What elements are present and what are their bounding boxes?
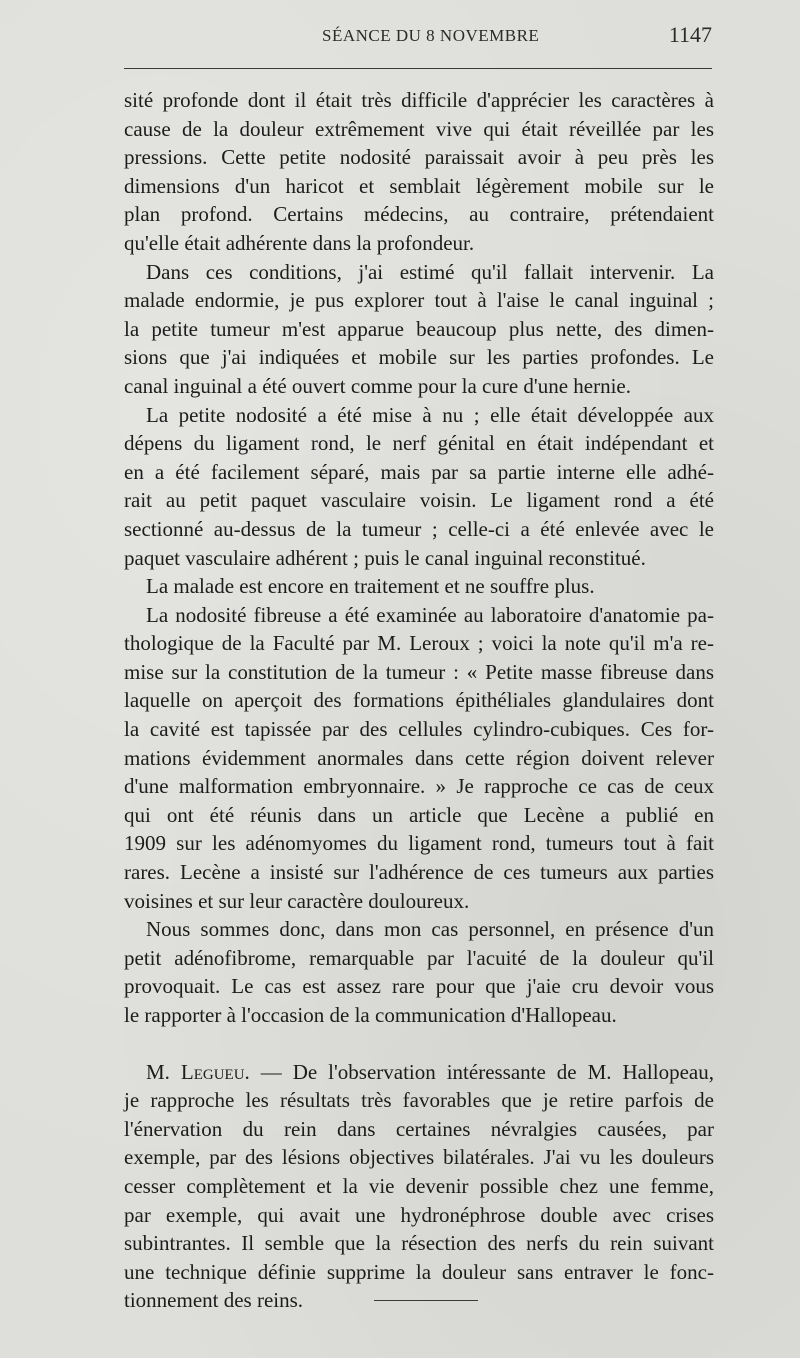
text-line: tionnement des reins. bbox=[124, 1288, 304, 1313]
section-gap bbox=[124, 1030, 714, 1058]
text-line: une technique définie supprime la douleur sans entraver le fonc- bbox=[124, 1259, 714, 1284]
text-line: exemple, par des lésions objectives bilatérales. J'ai vu les douleurs bbox=[124, 1145, 714, 1170]
text-line: subintrantes. Il semble que la résection des nerfs du rein suivant bbox=[124, 1231, 714, 1256]
text-line: malade endormie, je pus explorer tout à l'aise le canal inguinal ; bbox=[124, 288, 714, 313]
text-line: petit adénofibrome, remarquable par l'acuité de la douleur qu'il bbox=[124, 945, 714, 970]
text-line: le rapporter à l'occasion de la communication d'Hallopeau. bbox=[124, 1003, 617, 1027]
text-line: d'une malformation embryonnaire. » Je rapproche ce cas de ceux bbox=[124, 774, 714, 799]
text-line: thologique de la Faculté par M. Leroux ; voici la note qu'il m'a re- bbox=[124, 631, 714, 656]
text-line: plan profond. Certains médecins, au contraire, prétendaient bbox=[124, 202, 714, 227]
text-line: en a été facilement séparé, mais par sa partie interne elle adhé- bbox=[124, 459, 714, 484]
text-line: dépens du ligament rond, le nerf génital en était indépendant et bbox=[124, 431, 714, 456]
page-number: 1147 bbox=[668, 22, 712, 47]
text-line: 1909 sur les adénomyomes du ligament rond, tumeurs tout à fait bbox=[124, 831, 714, 856]
text-line: la cavité est tapissée par des cellules cylindro-cubiques. Ces for- bbox=[124, 717, 714, 742]
text-line: je rapproche les résultats très favorables que je retire parfois de bbox=[124, 1088, 714, 1113]
text-line: l'énervation du rein dans certaines névralgies causées, par bbox=[124, 1116, 714, 1141]
text-line: par exemple, qui avait une hydronéphrose double avec crises bbox=[124, 1202, 714, 1227]
text-line: Nous sommes donc, dans mon cas personnel, en présence d'un bbox=[146, 917, 714, 942]
running-title: SÉANCE DU 8 NOVEMBRE bbox=[322, 26, 540, 45]
text-line: cesser complètement et la vie devenir possible chez une femme, bbox=[124, 1173, 714, 1198]
text-line: dimensions d'un haricot et semblait légèrement mobile sur le bbox=[124, 173, 714, 198]
text-line: sectionné au-dessus de la tumeur ; celle-ci a été enlevée avec le bbox=[124, 516, 714, 541]
page-header bbox=[0, 22, 800, 52]
text-line: mise sur la constitution de la tumeur : « Petite masse fibreuse dans bbox=[124, 659, 714, 684]
text-line: la petite tumeur m'est apparue beaucoup plus nette, des dimen- bbox=[124, 316, 714, 341]
text-line: paquet vasculaire adhérent ; puis le canal inguinal reconstitué. bbox=[124, 545, 646, 570]
text-line: mations évidemment anormales dans cette région doivent relever bbox=[124, 745, 714, 770]
text-line: Dans ces conditions, j'ai estimé qu'il fallait intervenir. La bbox=[146, 259, 714, 284]
text-line: sions que j'ai indiquées et mobile sur les parties profondes. Le bbox=[124, 345, 714, 370]
end-rule bbox=[374, 1300, 478, 1301]
text-line: canal inguinal a été ouvert comme pour la cure d'une hernie. bbox=[124, 373, 631, 398]
text-line: rares. Lecène a insisté sur l'adhérence de ces tumeurs aux parties bbox=[124, 860, 714, 885]
speaker-line: M. Legueu. — De l'observation intéressante de M. Hallopeau, bbox=[146, 1059, 714, 1084]
text-line: La nodosité fibreuse a été examinée au laboratoire d'anatomie pa- bbox=[146, 602, 714, 627]
speaker-name: Legueu bbox=[180, 1059, 245, 1084]
text-line: cause de la douleur extrêmement vive qui était réveillée par les bbox=[124, 116, 714, 141]
text-line: laquelle on aperçoit des formations épithéliales glandulaires dont bbox=[124, 688, 714, 713]
text-body bbox=[124, 86, 714, 1315]
text-line: pressions. Cette petite nodosité paraissait avoir à peu près les bbox=[124, 145, 714, 170]
text-line: qui ont été réunis dans un article que Lecène a publié en bbox=[124, 802, 714, 827]
text-line: sité profonde dont il était très difficile d'apprécier les caractères à bbox=[124, 88, 714, 112]
text-line: La malade est encore en traitement et ne souffre plus. bbox=[146, 574, 595, 599]
text-line: La petite nodosité a été mise à nu ; elle était développée aux bbox=[146, 402, 714, 427]
text-line: voisines et sur leur caractère douloureux. bbox=[124, 888, 470, 913]
text-line: qu'elle était adhérente dans la profondeur. bbox=[124, 230, 475, 255]
text-line: rait au petit paquet vasculaire voisin. Le ligament rond a été bbox=[124, 488, 714, 513]
header-rule bbox=[124, 68, 712, 69]
text-line: provoquait. Le cas est assez rare pour que j'aie cru devoir vous bbox=[124, 974, 714, 999]
